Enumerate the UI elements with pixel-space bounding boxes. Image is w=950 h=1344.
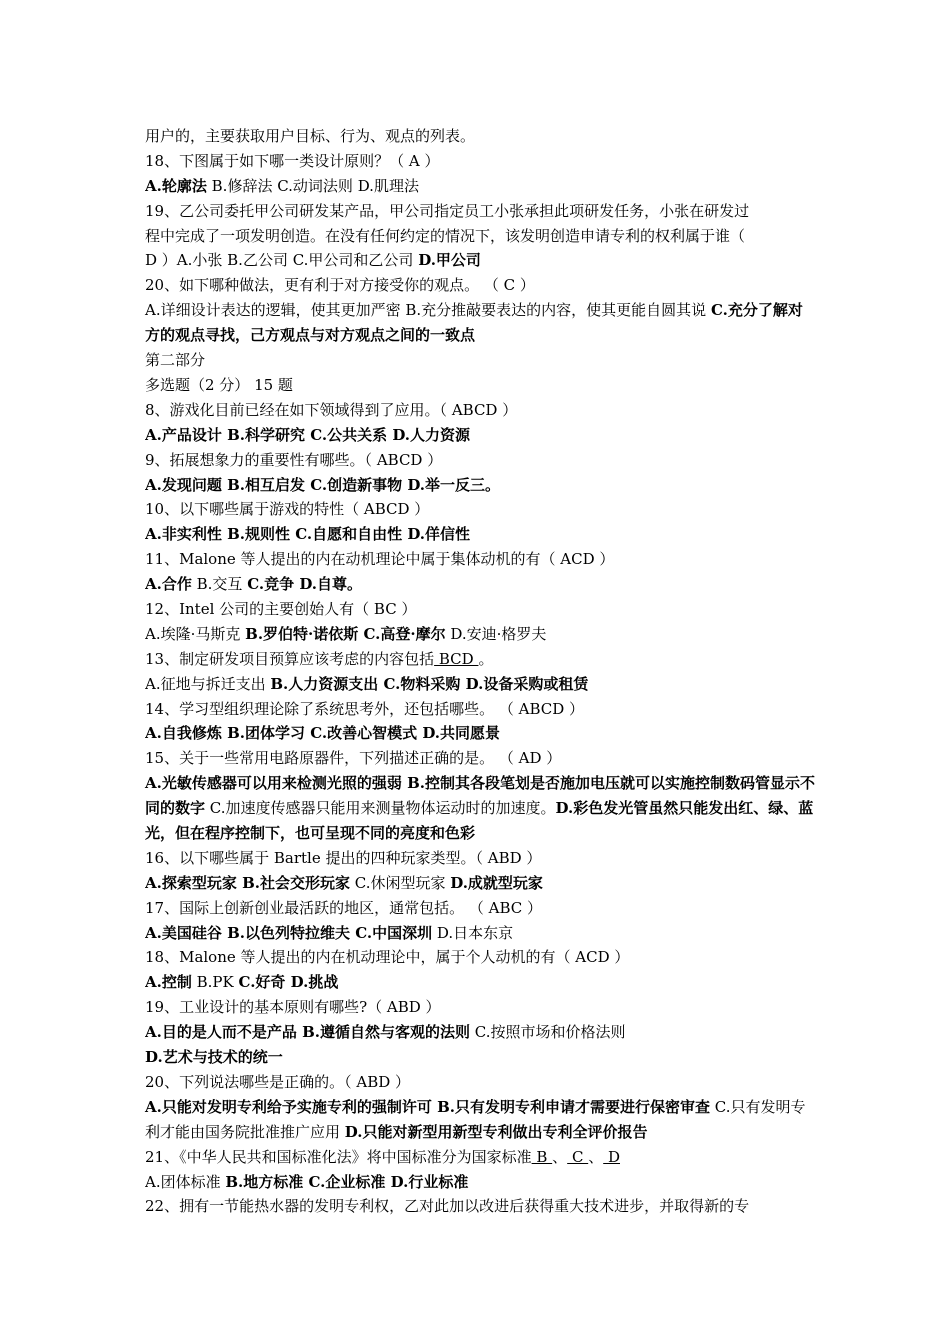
section-subtitle: 多选题（2 分） 15 题 — [145, 375, 293, 394]
option-d: D.只能对新型用新型专利做出专利全评价报告 — [344, 1122, 648, 1141]
options-abc: D ）A.小张 B.乙公司 C.甲公司和乙公司 — [145, 251, 414, 270]
answer-18-multi — [145, 970, 815, 995]
options-cd: C.竞争 D.自尊。 — [247, 575, 363, 594]
answer-19-multi-cont: D.艺术与技术的统一 — [145, 1048, 283, 1067]
question-12: 12、Intel 公司的主要创始人有（ BC ） — [145, 599, 417, 618]
option-d: D.彩色发光管虽然只能发出红、绿、蓝光，但在程序控制下，也可呈现不同的亮度和色彩 — [145, 799, 814, 842]
question-20-multi: 20、下列说法哪些是正确的。（ ABD ） — [145, 1072, 411, 1091]
answer-19-multi — [145, 1020, 815, 1045]
options-ab: A.详细设计表达的逻辑，使其更加严密 B.充分推敲要表达的内容，使其更能自圆其说 — [145, 301, 711, 320]
question-19: 19、乙公司委托甲公司研发某产品，甲公司指定员工小张承担此项研发任务，小张在研发过 — [145, 201, 750, 220]
option-b: B.交互 — [191, 575, 248, 594]
option-d: D.日本东京 — [432, 923, 514, 942]
options-bcd: B.修辞法 C.动词法则 D.肌理法 — [211, 176, 419, 195]
options-bc: B.罗伯特·诺依斯 C.高登·摩尔 — [245, 624, 446, 643]
options-bcd: B.人力资源支出 C.物料采购 D.设备采购或租赁 — [270, 674, 589, 693]
options-bcd: B.地方标准 C.企业标准 D.行业标准 — [225, 1172, 469, 1191]
section-title: 第二部分 — [145, 351, 206, 370]
options-abc: A.美国硅谷 B.以色列特拉维夫 C.中国深圳 — [145, 923, 433, 942]
answer-9: A.发现问题 B.相互启发 C.创造新事物 D.举一反三。 — [145, 475, 501, 494]
answer-19 — [145, 248, 815, 273]
question-14: 14、学习型组织理论除了系统思考外，还包括哪些。 （ ABCD ） — [145, 699, 585, 718]
options-ab: A.只能对发明专利给予实施专利的强制许可 B.只有发明专利申请才需要进行保密审查 — [145, 1097, 710, 1116]
question-13-end: 。 — [478, 649, 494, 668]
question-15: 15、关于一些常用电路原器件，下列描述正确的是。 （ AD ） — [145, 749, 562, 768]
question-16: 16、以下哪些属于 Bartle 提出的四种玩家类型。（ ABD ） — [145, 848, 542, 867]
question-21 — [145, 1145, 815, 1170]
separator: 、 — [552, 1147, 568, 1166]
option-b: B.PK — [191, 973, 239, 992]
options-cd: C.好奇 D.挑战 — [238, 973, 339, 992]
question-13-text: 13、制定研发项目预算应该考虑的内容包括 — [145, 649, 435, 668]
options-ab: A.光敏传感器可以用来检测光照的强弱 B.控制其各段笔划是否施加电压就可以实施控制数码管显示不同的数字 — [145, 774, 815, 818]
question-17: 17、国际上创新创业最活跃的地区，通常包括。 （ ABC ） — [145, 898, 543, 917]
document-body — [145, 124, 815, 1219]
option-c: C.只有发明专利才能由国务院批准推广应用 — [145, 1097, 806, 1141]
answer-21 — [145, 1170, 815, 1195]
answer-20 — [145, 298, 815, 348]
question-18: 18、下图属于如下哪一类设计原则？（ A ） — [145, 151, 440, 170]
options-ab: A.探索型玩家 B.社会交形玩家 — [145, 873, 350, 892]
question-21-text: 21、《中华人民共和国标准化法》将中国标准分为国家标准 — [145, 1147, 532, 1166]
answer-13 — [145, 672, 815, 697]
answer-18 — [145, 174, 815, 199]
question-19-multi: 19、工业设计的基本原则有哪些?（ ABD ） — [145, 998, 441, 1017]
answer-10: A.非实利性 B.规则性 C.自愿和自由性 D.佯信性 — [145, 525, 471, 544]
option-a: A.征地与拆迁支出 — [145, 674, 271, 693]
option-a: A.控制 — [145, 973, 192, 992]
option-d: D.成就型玩家 — [450, 873, 543, 892]
answer-14: A.自我修炼 B.团体学习 C.改善心智模式 D.共同愿景 — [145, 724, 501, 743]
answer-12 — [145, 622, 815, 647]
question-18-multi: 18、Malone 等人提出的内在机动理论中，属于个人动机的有（ ACD ） — [145, 948, 630, 967]
option-d: D.安迪·格罗夫 — [445, 624, 547, 643]
answer-11 — [145, 572, 815, 597]
question-13 — [145, 647, 815, 672]
option-a: A.轮廓法 — [145, 176, 207, 195]
answer-16 — [145, 871, 815, 896]
text-line: 用户的，主要获取用户目标、行为、观点的列表。 — [145, 127, 476, 145]
question-9: 9、拓展想象力的重要性有哪些。（ ABCD ） — [145, 450, 443, 469]
option-a: A.埃隆·马斯克 — [145, 624, 246, 643]
answer-blank: BCD — [434, 649, 479, 668]
answer-blank-3: D — [603, 1147, 620, 1166]
options-ab: A.目的是人而不是产品 B.遵循自然与客观的法则 — [145, 1023, 470, 1042]
answer-blank-2: C — [567, 1147, 589, 1166]
answer-20-multi — [145, 1095, 815, 1145]
option-c: C.休闲型玩家 — [349, 873, 451, 892]
question-11: 11、Malone 等人提出的内在动机理论中属于集体动机的有（ ACD ） — [145, 550, 615, 569]
separator: 、 — [588, 1147, 604, 1166]
answer-8: A.产品设计 B.科学研究 C.公共关系 D.人力资源 — [145, 425, 471, 444]
question-8: 8、游戏化目前已经在如下领域得到了应用。（ ABCD ） — [145, 400, 518, 419]
option-a: A.团体标准 — [145, 1172, 226, 1191]
answer-17 — [145, 921, 815, 946]
option-a: A.合作 — [145, 575, 192, 594]
answer-15 — [145, 771, 815, 846]
option-c: C.按照市场和价格法则 — [470, 1023, 626, 1042]
question-19-cont: 程中完成了一项发明创造。在没有任何约定的情况下，该发明创造申请专利的权利属于谁（ — [145, 226, 746, 245]
option-c: C.加速度传感器只能用来测量物体运动时的加速度。 — [205, 799, 556, 818]
question-22: 22、拥有一节能热水器的发明专利权，乙对此加以改进后获得重大技术进步，并取得新的专 — [145, 1197, 750, 1216]
option-c: C.充分了解对方的观点寻找，己方观点与对方观点之间的一致点 — [145, 301, 803, 345]
question-10: 10、以下哪些属于游戏的特性（ ABCD ） — [145, 500, 430, 519]
answer-blank-1: B — [531, 1147, 553, 1166]
question-20: 20、如下哪种做法，更有利于对方接受你的观点。 （ C ） — [145, 276, 535, 295]
option-d: D.甲公司 — [418, 251, 481, 270]
